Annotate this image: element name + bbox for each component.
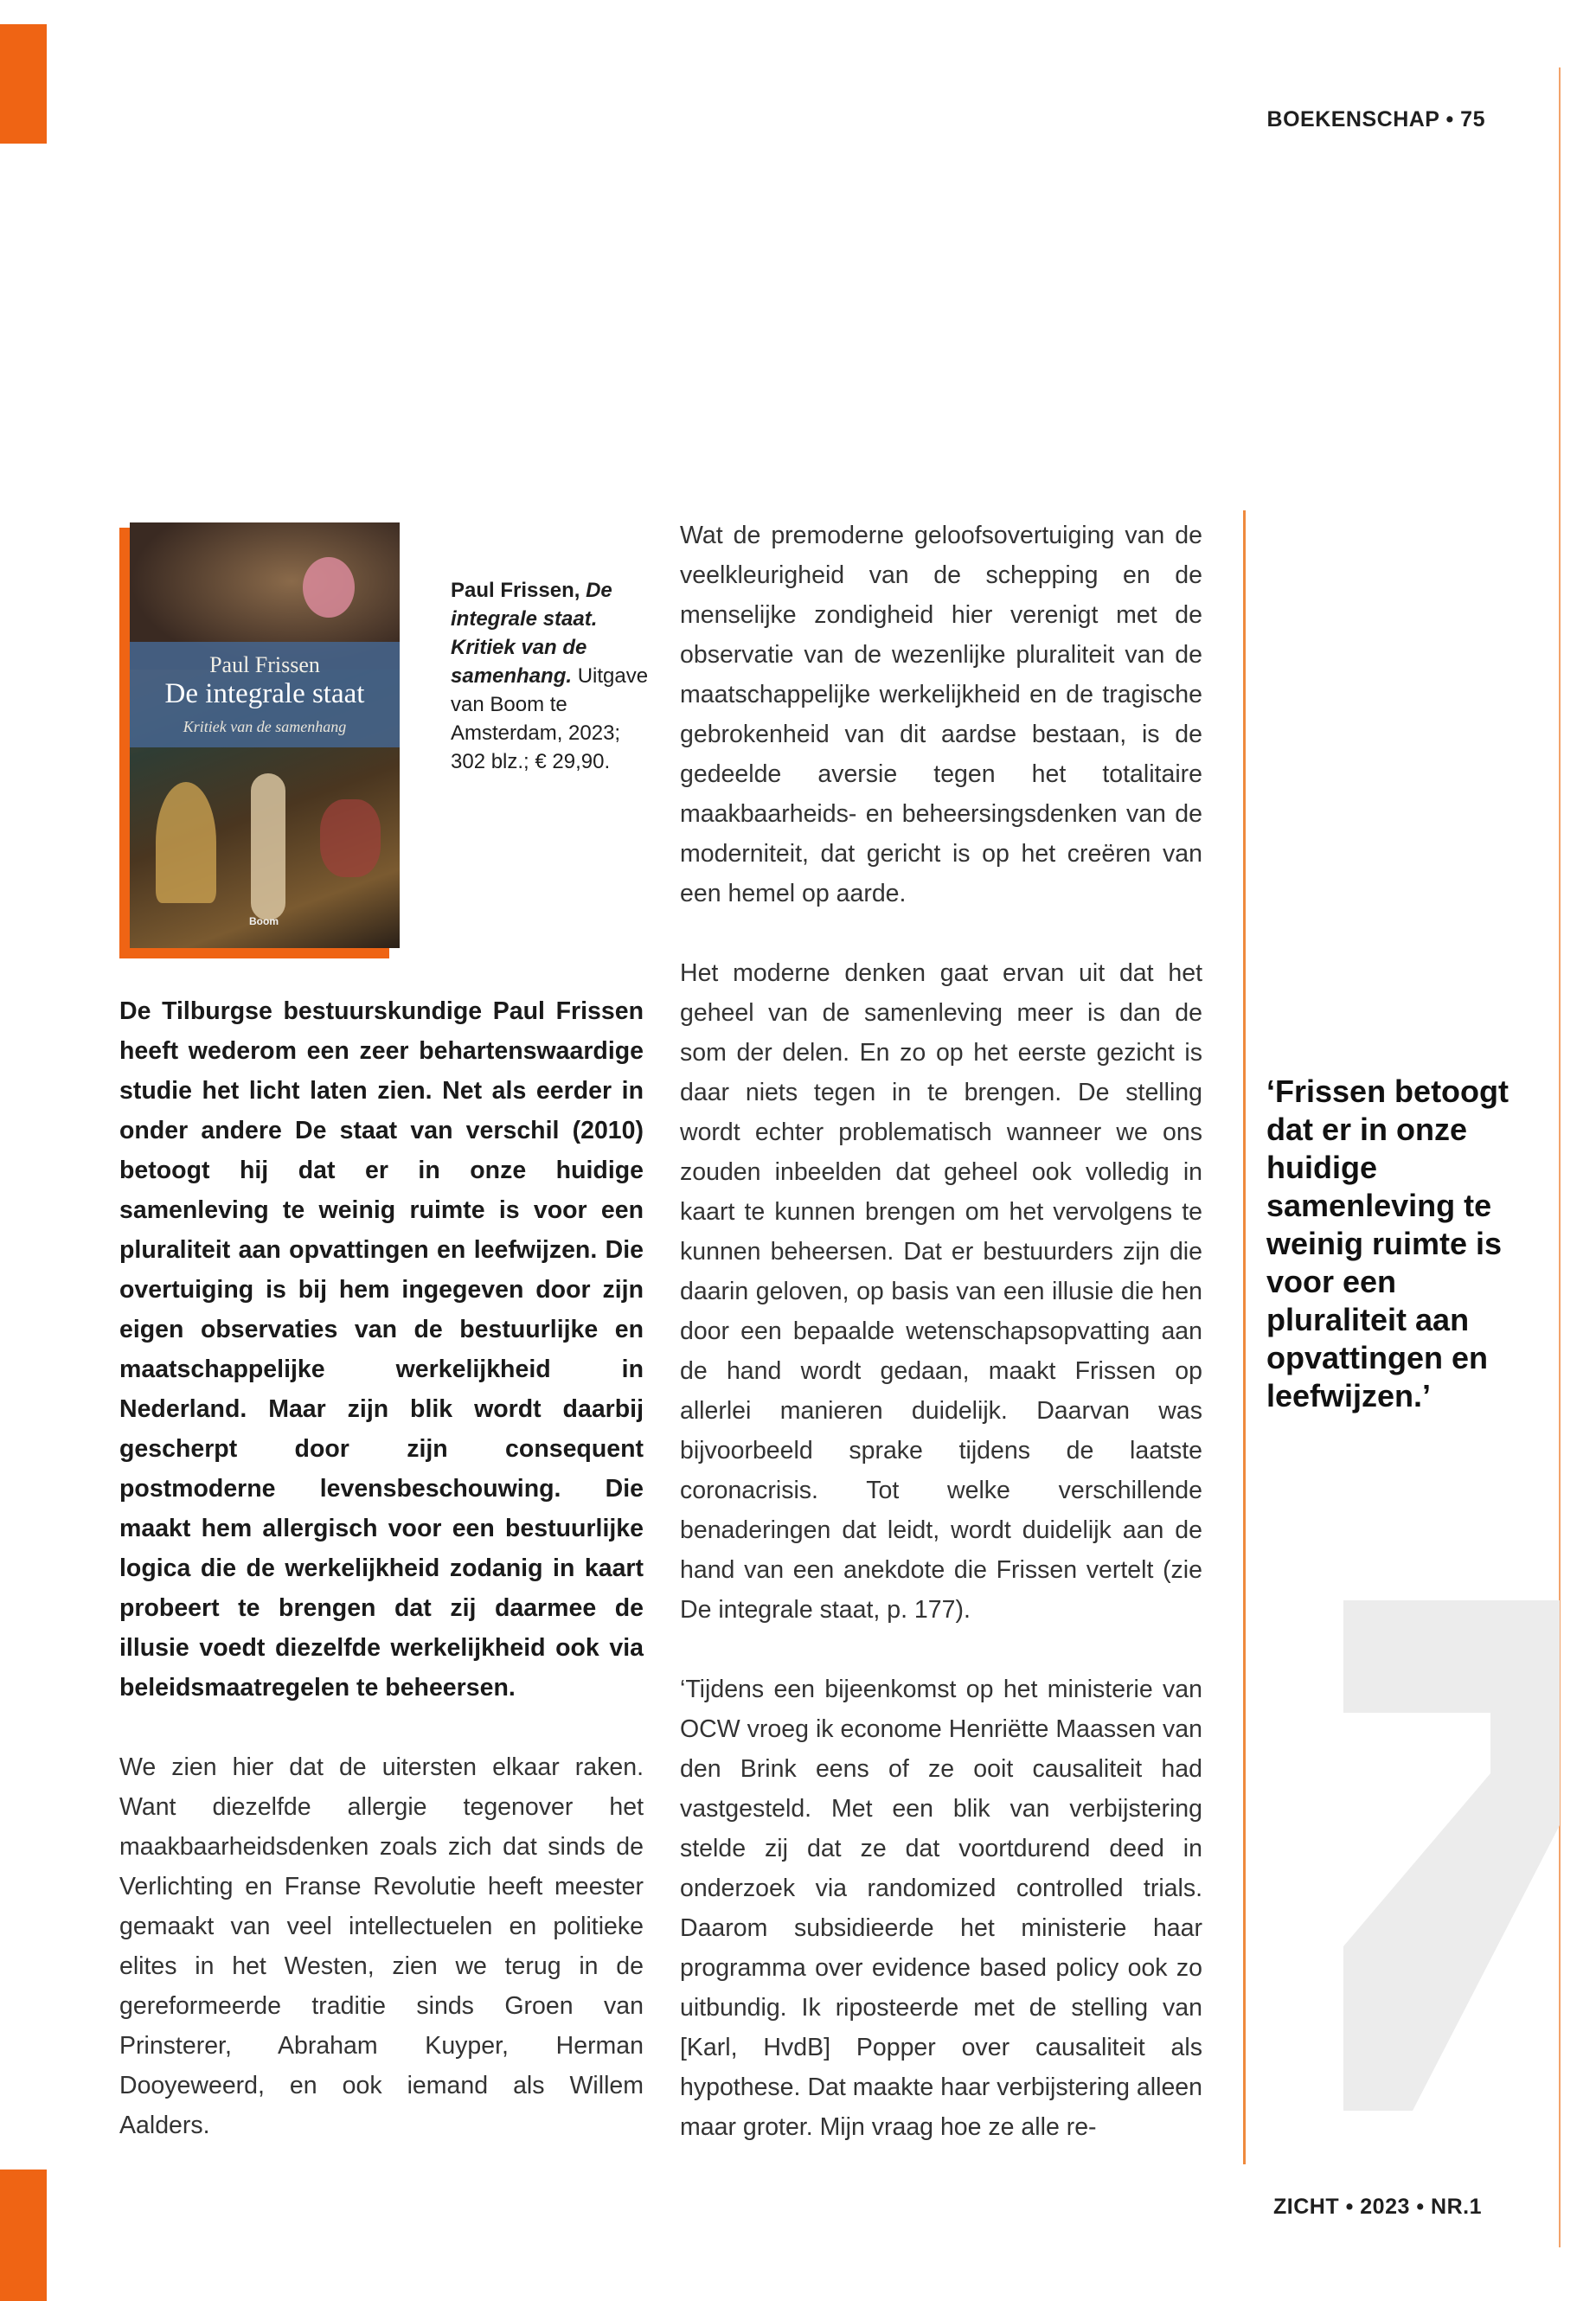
paragraph: Het moderne denken gaat ervan uit dat het geheel van de samenleving meer is dan de som der delen. En zo op het eerste gezicht is daar niets tegen in te brengen. De stelling wordt echter problematisch wanneer we ons zouden inbeelden dat geheel ook volledig in kaart te kunnen brengen om het vervolgens te kunnen beheersen. Dat er bestuurders zijn die daarin geloven, op basis van een illusie die hen door een bepaalde wetenschapsopvatting aan de hand wordt gedaan, maakt Frissen op allerlei manieren duidelijk. Daarvan was bijvoorbeeld sprake tijdens de laatste coronacrisis. Tot welke verschillende benaderingen dat leidt, wordt duidelijk aan de hand van een anekdote die Frissen vertelt (zie De integrale staat, p. 177). (680, 959, 1202, 1624)
article-column-middle (680, 516, 1202, 2187)
cover-author: Paul Frissen (209, 652, 320, 677)
paragraph: Wat de premoderne geloofsovertuiging van de veelkleurigheid van de schepping en de menselijke zondigheid hier verenigt met de observatie van de wezenlijke pluraliteit van de maatschappelijke werkelijkheid en de tragische gebrokenheid van dit aardse bestaan, is de gedeelde aversie tegen het totalitaire maakbaarheids- en beheersingsdenken van de moderniteit, dat gericht is op het creëren van een hemel op aarde. (680, 522, 1202, 907)
paragraph: We zien hier dat de uitersten elkaar raken. Want diezelfde allergie tegenover het maakbaarheidsdenken zoals zich dat sinds de Verlichting en Franse Revolutie heeft meester gemaakt van veel intellectuelen en politieke elites in het Westen, zien we terug in de gereformeerde traditie sinds Groen van Prinsterer, Abraham Kuyper, Herman Dooyeweerd, en ook iemand als Willem Aalders. (119, 1753, 644, 2139)
article-column-left (119, 991, 644, 2185)
cover-painting-figure (303, 557, 355, 618)
cover-painting-figure (320, 799, 381, 877)
orange-edge-tab-top (0, 24, 47, 144)
book-caption (451, 576, 650, 776)
caption-title: De integrale staat. Kritiek van de samenhang. (451, 579, 612, 688)
cover-subtitle: Kritiek van de samenhang (183, 718, 347, 735)
cover-title: De integrale staat (164, 678, 365, 709)
cover-painting-figure (156, 782, 216, 903)
caption-author: Paul Frissen, (451, 579, 586, 602)
paragraph: ‘Tijdens een bijeenkomst op het ministerie van OCW vroeg ik econome Henriëtte Maassen van den Brink eens of ze ooit causaliteit had vastgesteld. Met een blik van verbijstering stelde zij dat ze dat voortdurend deed in onderzoek via randomized controlled trials. Daarom subsidieerde het ministerie haar programma over evidence based policy ook zo uitbundig. Ik riposteerde met de stelling van [Karl, HvdB] Popper over causaliteit als hypothese. Dat maakte haar verbijstering alleen maar groter. Mijn vraag hoe ze alle re- (680, 1676, 1202, 2141)
running-header: BOEKENSCHAP • 75 (1266, 107, 1485, 131)
column-divider-rule (1243, 510, 1246, 2164)
book-cover (130, 522, 400, 948)
cover-painting-figure (251, 773, 285, 920)
lead-paragraph: De Tilburgse bestuurskundige Paul Frissen heeft wederom een zeer behartenswaardige studie het licht laten zien. Net als eerder in onder andere De staat van verschil (2010) betoogt hij dat er in onze huidige samenleving te weinig ruimte is voor een pluraliteit aan opvattingen en leefwijzen. Die overtuiging is bij hem ingegeven door zijn eigen observaties van de bestuurlijke en maatschappelijke werkelijkheid in Nederland. Maar zijn blik wordt daarbij gescherpt door zijn consequent postmoderne levensbeschouwing. Die maakt hem allergisch voor een bestuurlijke logica die de werkelijkheid zodanig in kaart probeert te brengen dat zij daarmee de illusie voedt diezelfde werkelijkheid ook via beleidsmaatregelen te beheersen. (119, 997, 644, 1702)
running-footer: ZICHT • 2023 • NR.1 (1273, 2195, 1482, 2219)
pull-quote: ‘Frissen betoogt dat er in onze huidige samenleving te weinig ruimte is voor een pluraliteit aan opvattingen en leefwijzen.’ (1266, 1074, 1509, 1413)
magazine-logo-watermark (1343, 1600, 1560, 2111)
orange-edge-tab-bottom (0, 2170, 47, 2301)
cover-publisher: Boom (249, 915, 279, 927)
caption-details: Uitgave van Boom te Amsterdam, 2023; 302 blz.; € 29,90. (451, 664, 649, 773)
